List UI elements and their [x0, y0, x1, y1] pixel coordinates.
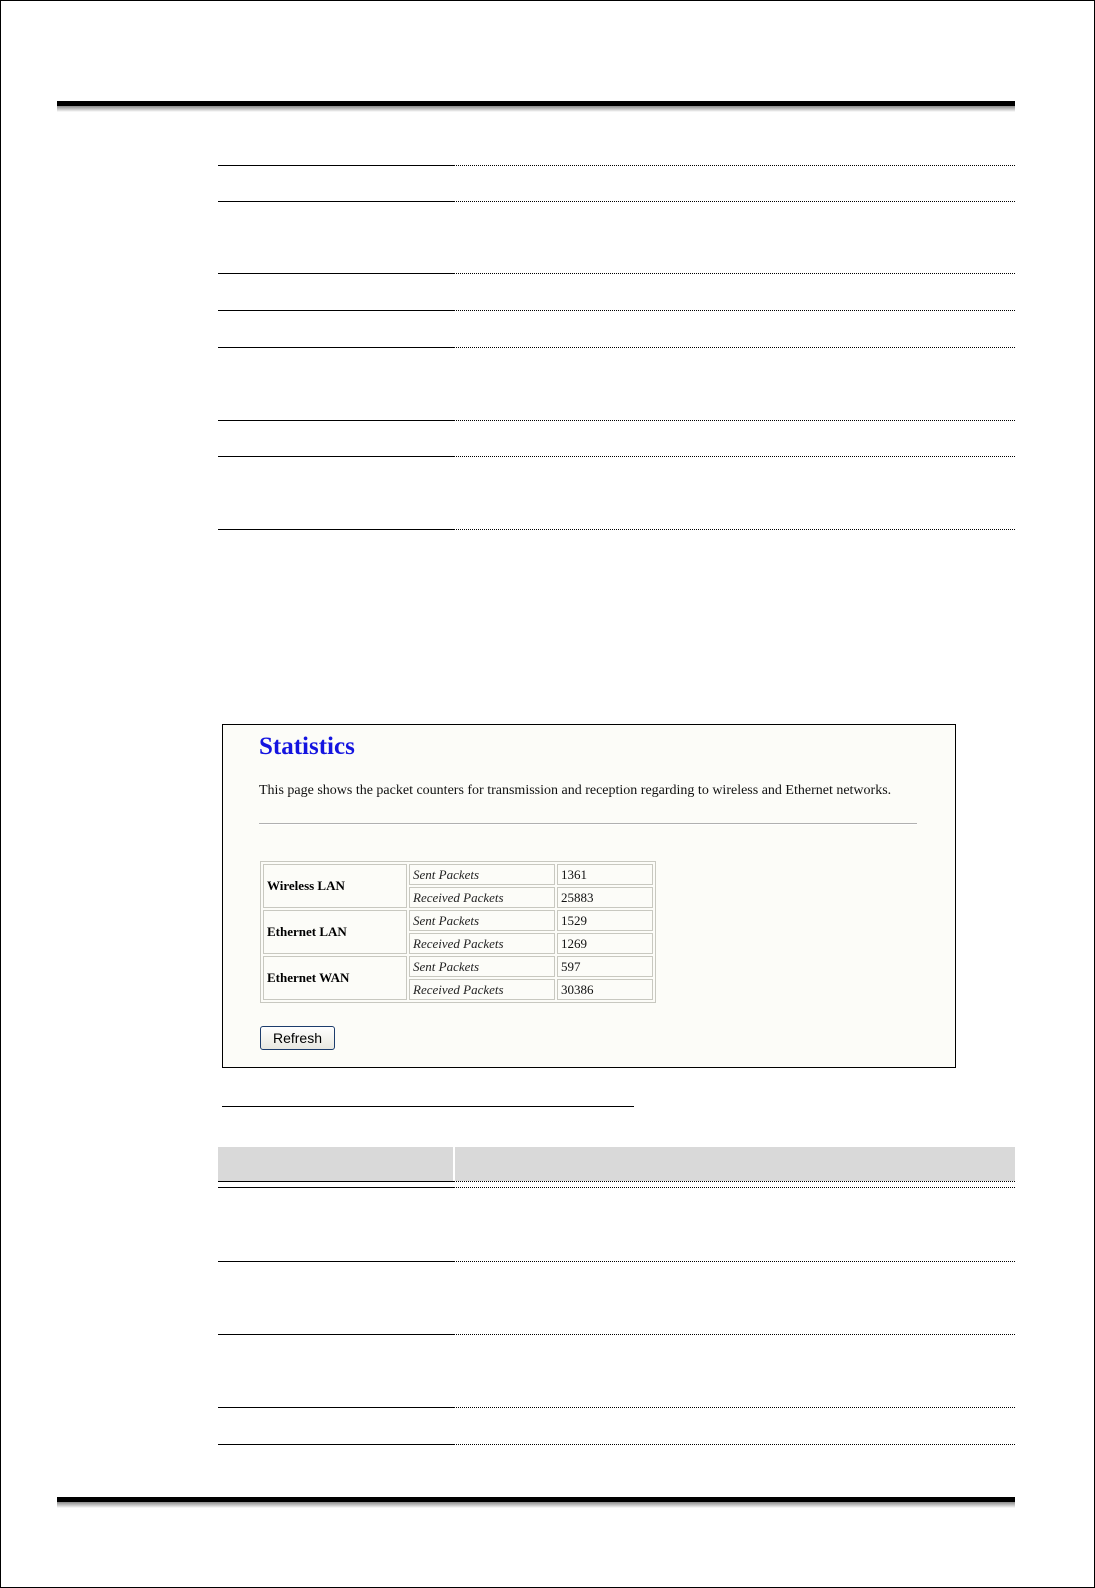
page-description: This page shows the packet counters for transmission and reception regarding to wireless and Ethernet networks. [259, 783, 892, 798]
table-row [263, 956, 653, 977]
metric-label: Received Packets [409, 933, 555, 954]
page-title: Statistics [259, 733, 355, 760]
metric-value: 1361 [557, 864, 653, 885]
metric-label: Received Packets [409, 887, 555, 908]
metric-label: Sent Packets [409, 864, 555, 885]
divider [259, 823, 917, 825]
metric-value: 597 [557, 956, 653, 977]
table-row [263, 864, 653, 885]
caption-underline [222, 1106, 634, 1107]
metric-value: 1269 [557, 933, 653, 954]
statistics-screenshot [222, 724, 956, 1068]
statistics-table [260, 861, 656, 1003]
group-label-ethernet-lan: Ethernet LAN [263, 910, 407, 954]
metric-label: Sent Packets [409, 910, 555, 931]
metric-value: 30386 [557, 979, 653, 1000]
refresh-button[interactable]: Refresh [260, 1026, 335, 1050]
metric-label: Sent Packets [409, 956, 555, 977]
group-label-wireless-lan: Wireless LAN [263, 864, 407, 908]
table-row [263, 910, 653, 931]
group-label-ethernet-wan: Ethernet WAN [263, 956, 407, 1000]
bottom-rule-shadow [57, 1502, 1015, 1508]
table-header-bar [218, 1147, 1015, 1181]
metric-label: Received Packets [409, 979, 555, 1000]
metric-value: 1529 [557, 910, 653, 931]
top-rule-shadow [57, 106, 1015, 112]
metric-value: 25883 [557, 887, 653, 908]
